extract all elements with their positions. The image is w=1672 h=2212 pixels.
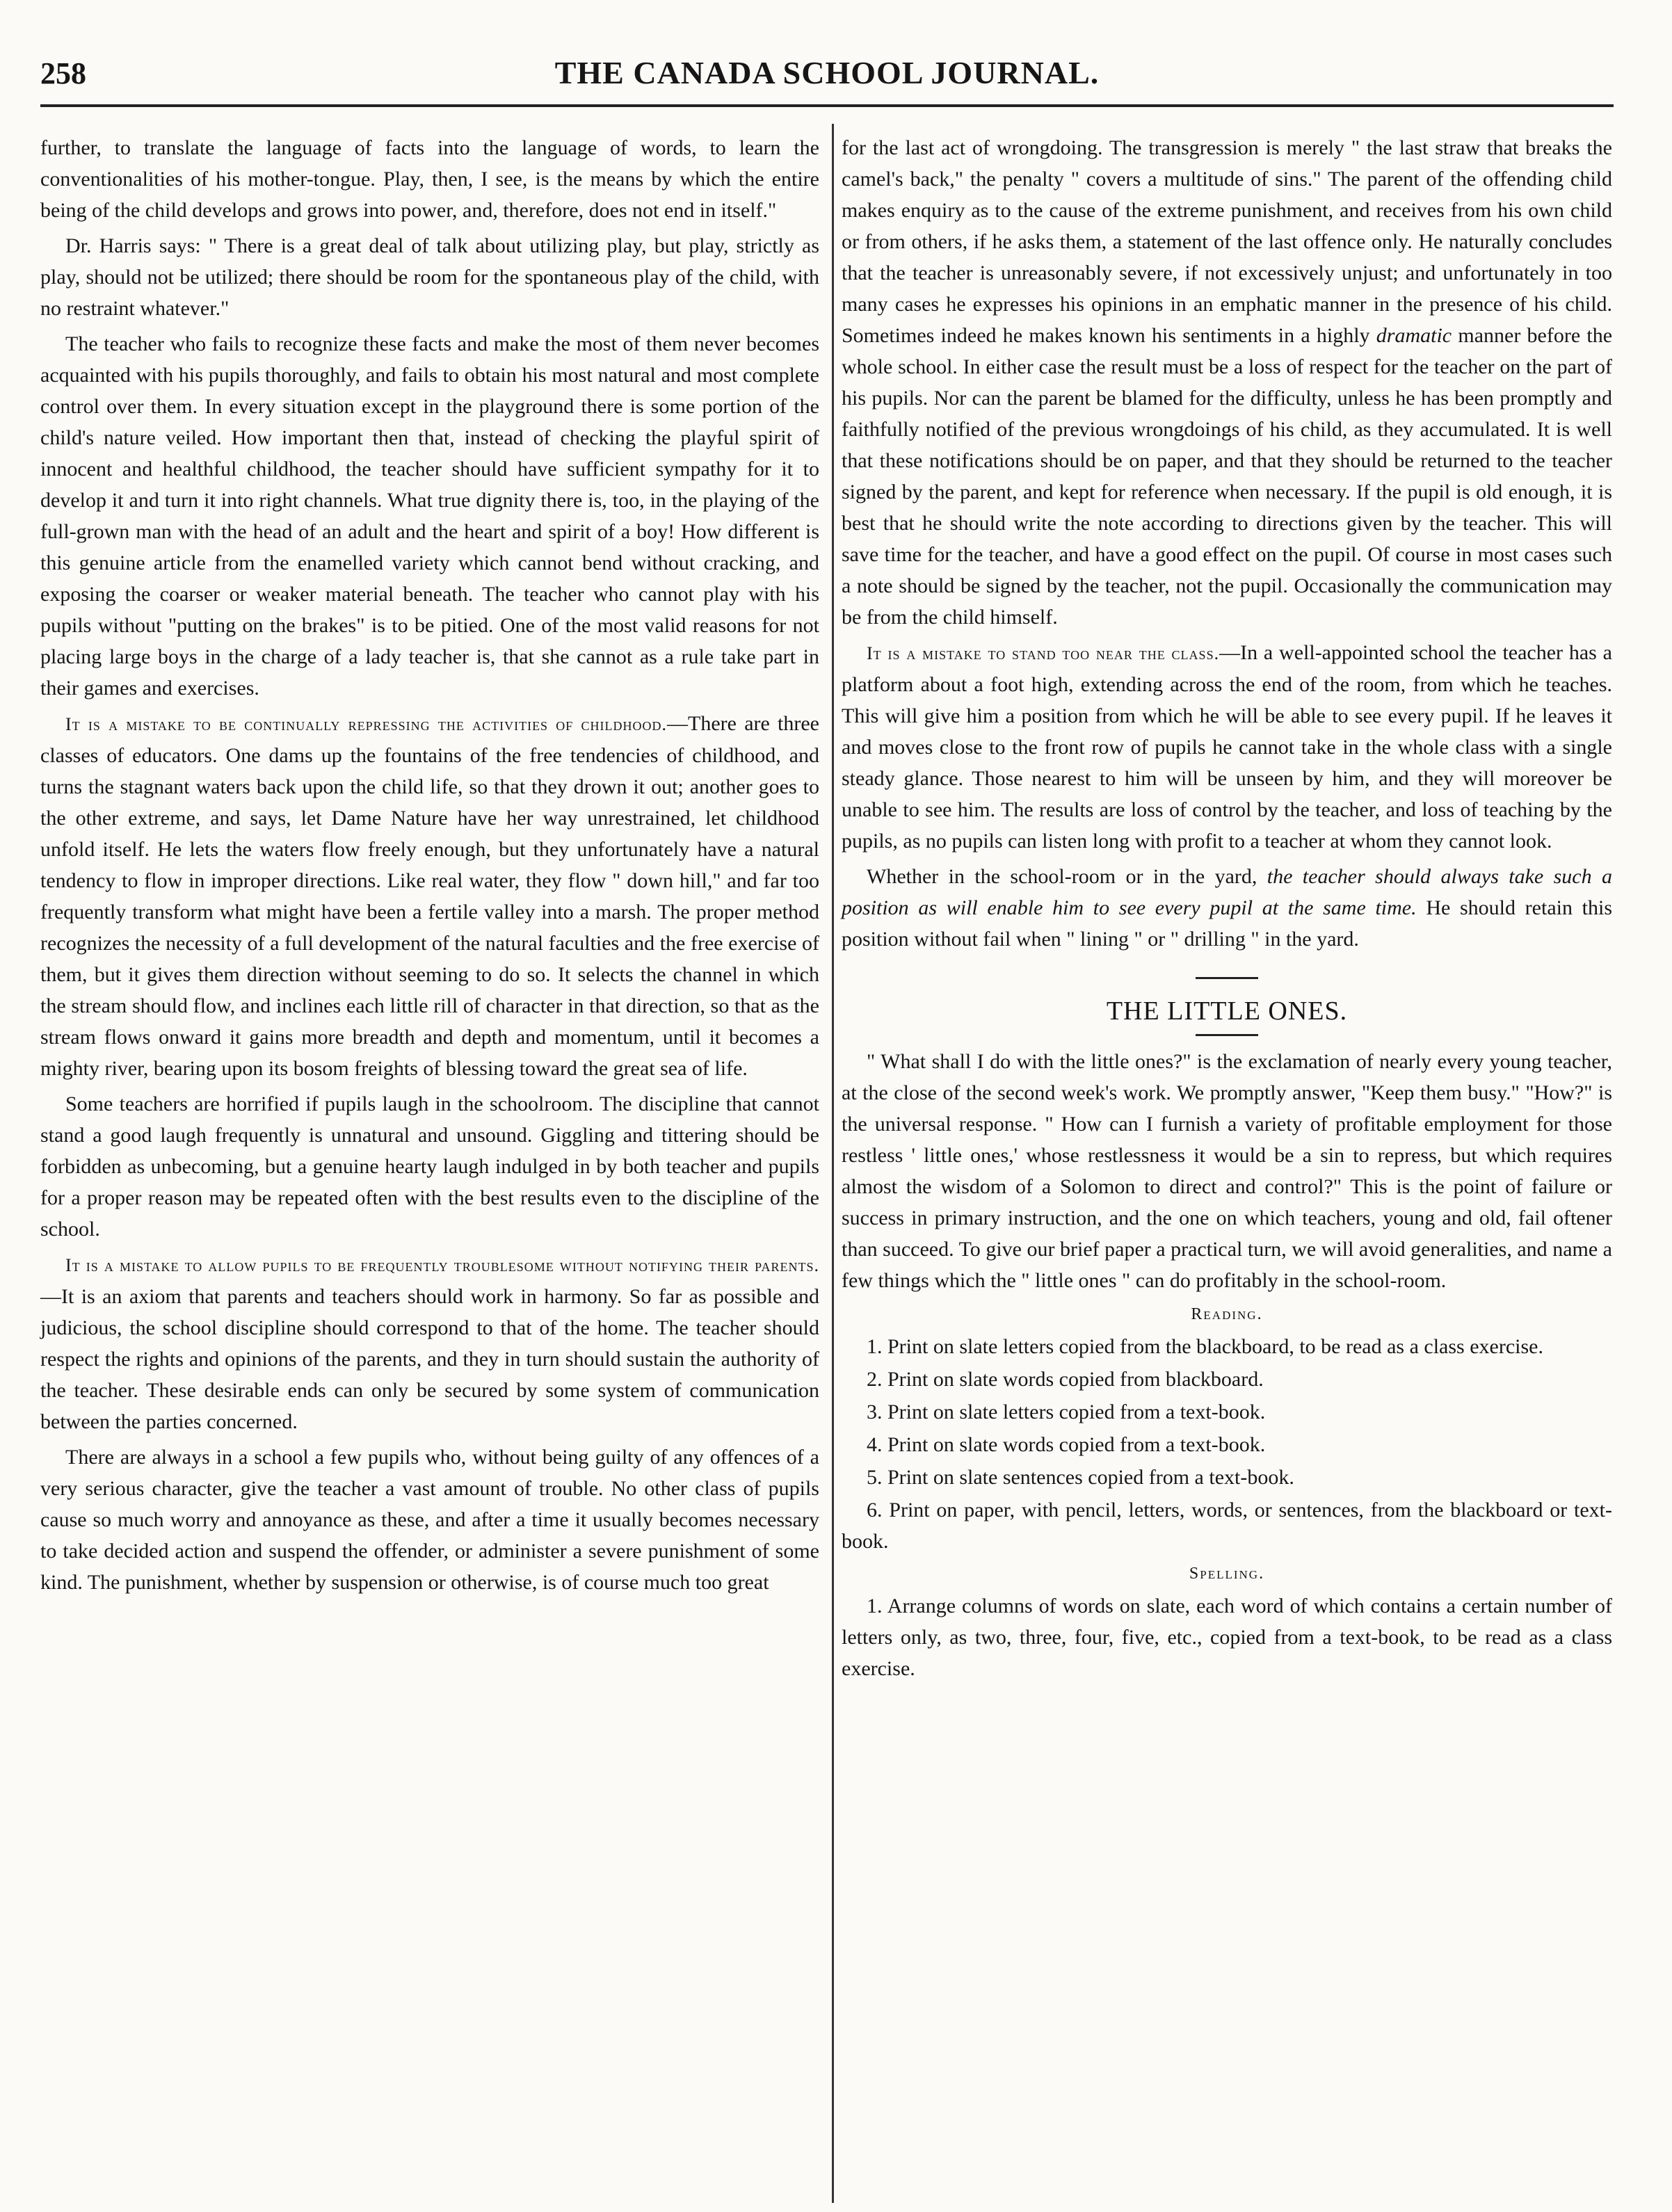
section-title: THE LITTLE ONES. xyxy=(1106,996,1348,1026)
list-item: 5. Print on slate sentences copied from a text-book. xyxy=(867,1466,1294,1489)
reading-heading: Reading. xyxy=(1191,1305,1263,1323)
journal-title: THE CANADA SCHOOL JOURNAL. xyxy=(554,55,1100,90)
list-item: 3. Print on slate letters copied from a text-book. xyxy=(867,1400,1266,1423)
paragraph: There are always in a school a few pupils who, without being guilty of any offences of a very serious character, give the teacher a vast amount of trouble. No other class of pupils cause so much worry and annoyance as these, and after a time it usually becomes necessary to take decided action and suspend the offender, or administer a severe punishment of some kind. The punishment, whether by suspension or otherwise, is of course much too great xyxy=(40,1446,819,1594)
italic-phrase: the teacher should always take such a position as will enable him to see every pupil at the same time. xyxy=(842,865,1612,919)
list-item: 4. Print on slate words copied from a text-book. xyxy=(867,1433,1266,1456)
left-column xyxy=(40,132,819,1602)
paragraph: further, to translate the language of facts into the language of words, to learn the conventionalities of his mother-tongue. Play, then, I see, is the means by which the entire being of the child develops and grows into power, and, therefore, does not end in itself." xyxy=(40,136,819,222)
paragraph: " What shall I do with the little ones?" is the exclamation of nearly every young teacher, at the close of the second week's work. We promptly answer, "Keep them busy." "How?" is the universal response. " How can I furnish a variety of profitable employment for those restless ' little ones,' whose restlessness it would be a sin to repress, but which requires almost the wisdom of a Solomon to direct and control?" This is the point of failure or success in primary instruction, and the one on which teachers, young and old, fail oftener than succeed. To give our brief paper a practical turn, we will avoid generalities, and name a few things which the " little ones " can do profitably in the school-room. xyxy=(842,1050,1612,1292)
paragraph-lead: It is a mistake to allow pupils to be frequently troublesome without notifying their parents. xyxy=(65,1255,819,1275)
header-rule xyxy=(40,104,1614,107)
paragraph-lead: It is a mistake to be continually repressing the activities of childhood. xyxy=(65,714,668,734)
paragraph-body: manner before the whole school. In either case the result must be a loss of respect for the teacher on the part of his pupils. Nor can the parent be blamed for the difficulty, unless he has been promptly and faithfully notified of the previous wrongdoings of his child, as they accumulated. It is well that these notifications should be on paper, and that they should be returned to the teacher signed by the parent, and kept for reference when necessary. If the pupil is old enough, it is best that he should write the note according to directions given by the teacher. This will save time for the teacher, and have a good effect on the pupil. Of course in most cases such a note should be signed by the teacher, not the pupil. Occasionally the communication may be from the child himself. xyxy=(842,324,1613,629)
paragraph-body: —In a well-appointed school the teacher has a platform about a foot high, extending across the end of the room, from which he teaches. This will give him a position from which he will be able to see every pupil. If he leaves it and moves close to the front row of pupils he cannot take in the whole class with a single steady glance. Those nearest to him will be unseen by him, and they will moreover be unable to see him. The results are loss of control by the teacher, and loss of teaching by the pupils, as no pupils can listen long with profit to a teacher at whom they cannot look. xyxy=(842,641,1612,853)
paragraph-body: He should retain this position without fail when " lining " or " drilling " in the yard. xyxy=(842,896,1612,951)
list-item: 2. Print on slate words copied from blackboard. xyxy=(867,1368,1264,1391)
paragraph-body: for the last act of wrongdoing. The transgression is merely " the last straw that breaks the camel's back," the penalty " covers a multitude of sins." The parent of the offending child makes enquiry as to the cause of the extreme punishment, and receives from his own child or from others, if he asks them, a statement of the last offence only. He naturally concludes that the teacher is unreasonably severe, if not excessively unjust; and unfortunately in too many cases he expresses his opinions in an emphatic manner in the presence of his child. Sometimes indeed he makes known his sentiments in a highly xyxy=(842,136,1612,347)
paragraph: Dr. Harris says: " There is a great deal of talk about utilizing play, but play, strictly as play, should not be utilized; there should be room for the spontaneous play of the child, with no restraint whatever." xyxy=(40,234,819,320)
paragraph-body: —There are three classes of educators. One dams up the fountains of the free tendencies of childhood, and turns the stagnant waters back upon the child life, so that they drown it out; another goes to the other extreme, and says, let Dame Nature have her way unrestrained, let childhood unfold itself. He lets the waters flow freely enough, but they unfortunately have a natural tendency to flow in improper directions. Like real water, they flow " down hill," and far too frequently transform what might have been a fertile valley into a marsh. The proper method recognizes the necessity of a full development of the natural faculties and the free exercise of them, but it gives them direction without seeming to do so. It selects the channel in which the stream should flow, and inclines each little rill of character in that direction, so that as the stream flows onward it gains more breadth and depth and momentum, until it becomes a mighty river, bearing upon its bosom freights of blessing toward the great sea of life. xyxy=(40,712,820,1080)
paragraph xyxy=(842,637,1612,857)
title-underline xyxy=(1196,1034,1258,1036)
list-item: 1. Print on slate letters copied from the blackboard, to be read as a class exercise. xyxy=(867,1335,1543,1358)
list-item: 1. Arrange columns of words on slate, each word of which contains a certain number of letters only, as two, three, four, five, etc., copied from a text-book, to be read as a class exercise. xyxy=(842,1595,1612,1680)
column-divider xyxy=(832,124,834,2203)
page-header xyxy=(40,50,1614,99)
paragraph: The teacher who fails to recognize these facts and make the most of them never becomes acquainted with his pupils thoroughly, and fails to obtain his most natural and most complete control over them. In every situation except in the playground there is some portion of the child's nature veiled. How important then that, instead of checking the playful spirit of innocent and healthful childhood, the teacher should have sufficient sympathy for it to develop it and turn it into right channels. What true dignity there is, too, in the playing of the full-grown man with the head of an adult and the heart and spirit of a boy! How different is this genuine article from the enamelled variety which cannot bend without cracking, and exposing the coarser or weaker material beneath. The teacher who cannot play with his pupils without "putting on the brakes" is to be pitied. One of the most valid reasons for not placing large boys in the charge of a lady teacher is, that she cannot as a rule take part in their games and exercises. xyxy=(40,332,819,700)
paragraph xyxy=(842,132,1612,633)
paragraph-lead: It is a mistake to stand too near the class. xyxy=(867,643,1220,663)
section-separator xyxy=(1196,977,1258,979)
spelling-heading: Spelling. xyxy=(1189,1565,1265,1583)
italic-word: dramatic xyxy=(1376,324,1452,347)
paragraph: Some teachers are horrified if pupils laugh in the schoolroom. The discipline that cannot stand a good laugh frequently is unnatural and unsound. Giggling and tittering should be forbidden as unbecoming, but a genuine hearty laugh indulged in by both teacher and pupils for a proper reason may be repeated often with the best results even to the discipline of the school. xyxy=(40,1092,819,1241)
paragraph xyxy=(40,1249,819,1437)
page-number: 258 xyxy=(40,56,86,90)
paragraph-body: —It is an axiom that parents and teachers should work in harmony. So far as possible and judicious, the school discipline should correspond to that of the home. The teacher should respect the rights and opinions of the parents, and they in turn should sustain the authority of the teacher. These desirable ends can only be secured by some system of communication between the parties concerned. xyxy=(40,1285,819,1433)
list-item: 6. Print on paper, with pencil, letters, words, or sentences, from the blackboard or text-book. xyxy=(842,1499,1612,1553)
paragraph xyxy=(842,861,1612,955)
paragraph-body: Whether in the school-room or in the yard, xyxy=(867,865,1257,888)
paragraph xyxy=(40,708,819,1084)
right-column xyxy=(842,132,1612,1686)
